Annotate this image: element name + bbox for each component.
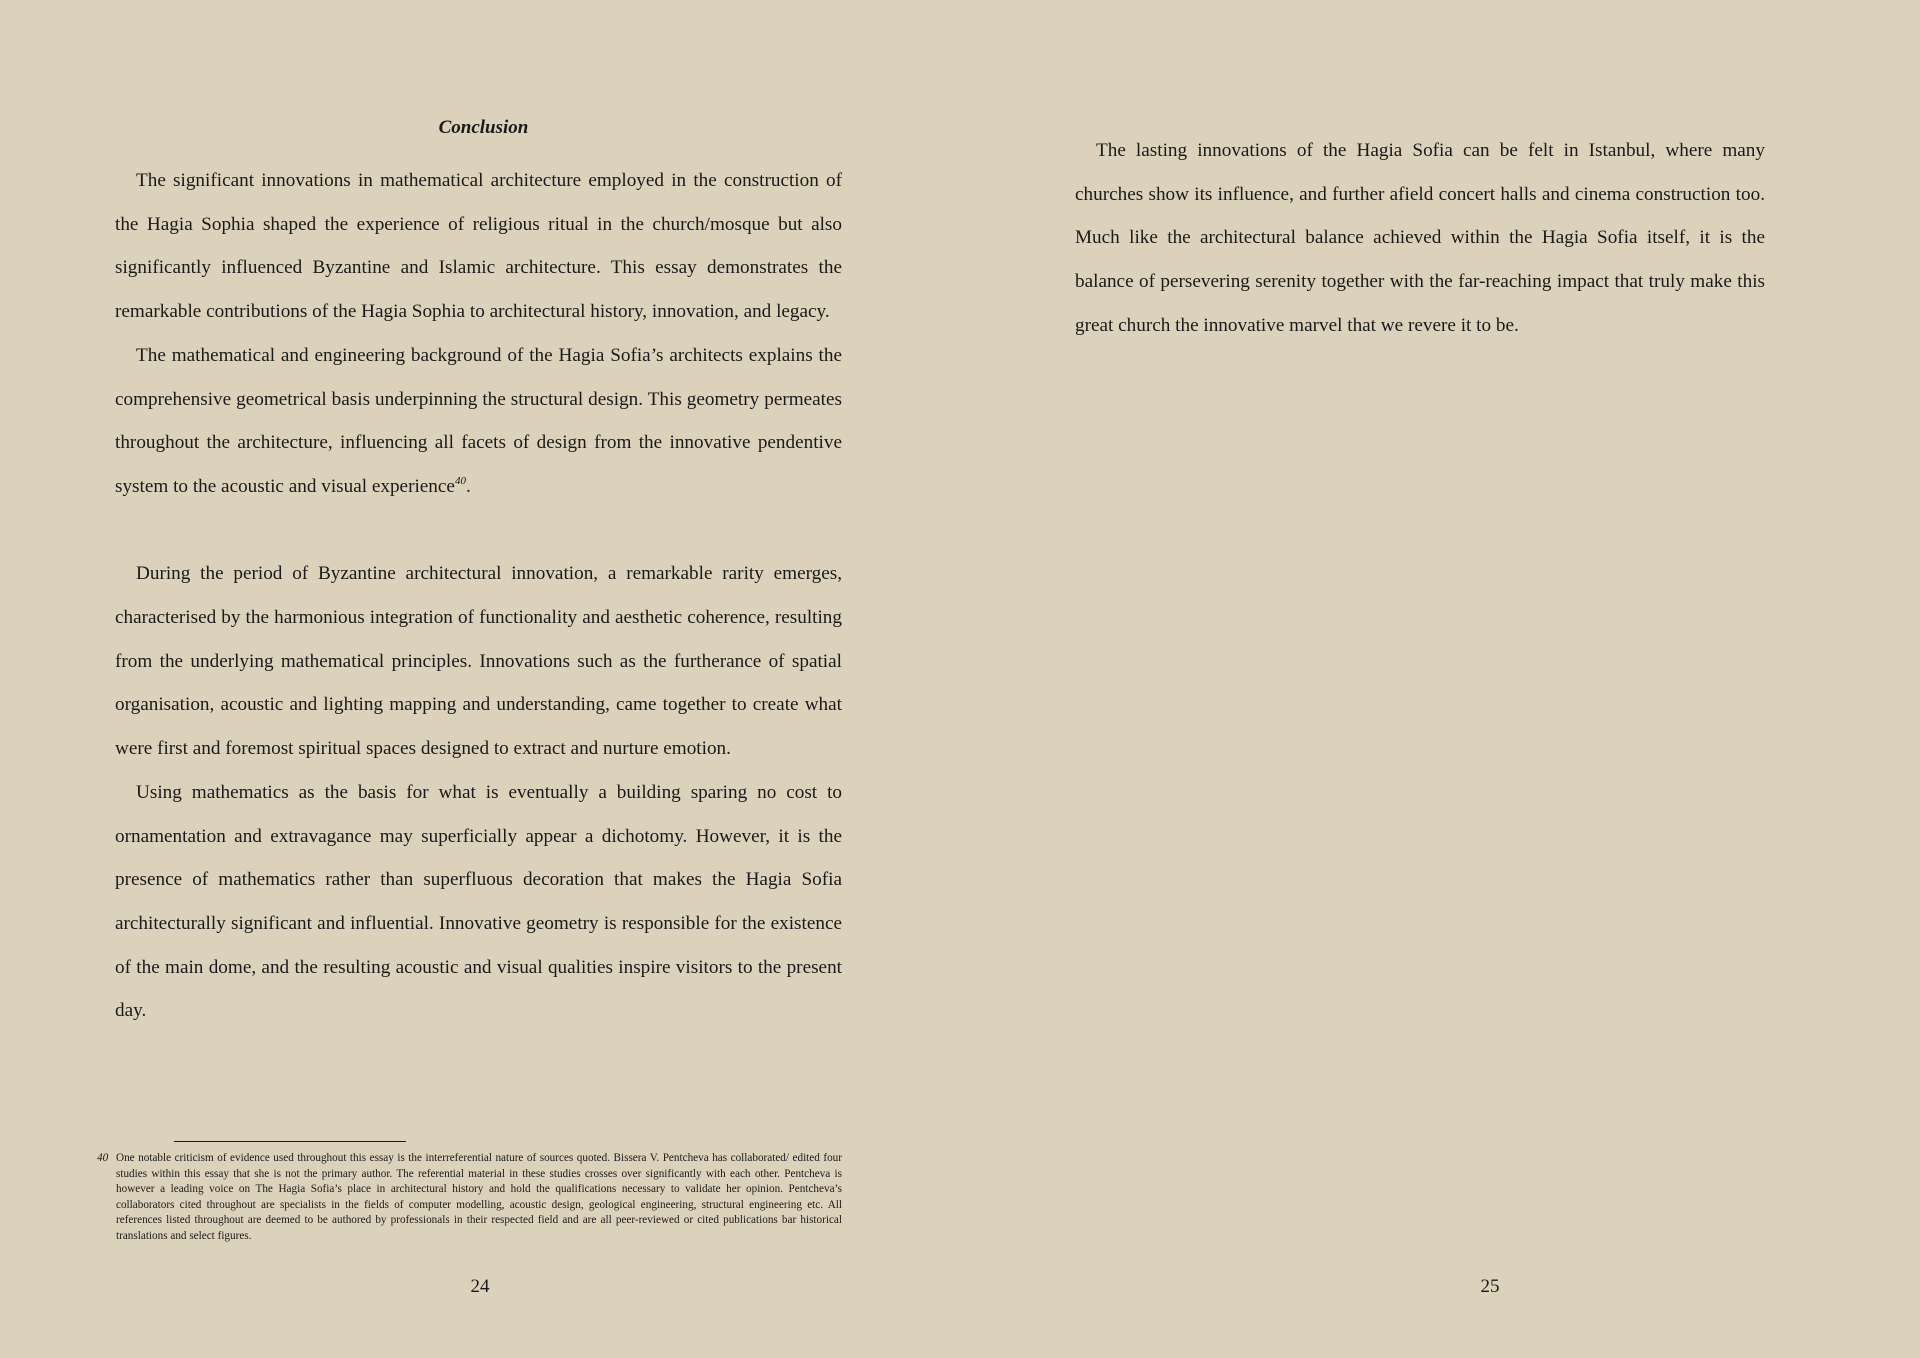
right-paragraph-1: The lasting innovations of the Hagia Sofia can be felt in Istanbul, where many churches show its influence, and further afield concert halls and cinema construction too. Much like the architectural balance achieved within the Hagia Sofia itself, it is the balance of persevering serenity together with the far-reaching impact that truly make this great church the innovative marvel that we revere it to be. (1075, 140, 1765, 336)
page-number-right: 25 (1480, 1276, 1500, 1297)
paragraph-1: The significant innovations in mathematical architecture employed in the construction of the Hagia Sophia shaped the experience of religious ritual in the church/mosque but also significantly influenced Byzantine and Islamic architecture. This essay demonstrates the remarkable contributions of the Hagia Sophia to architectural history, innovation, and legacy. (115, 170, 842, 323)
footnote (97, 1151, 842, 1245)
paragraph-3: During the period of Byzantine architectural innovation, a remarkable rarity emerges, characterised by the harmonious integration of functionality and aesthetic coherence, resulting from the underlying mathematical principles. Innovations such as the furtherance of spatial organisation, acoustic and lighting mapping and understanding, came together to create what were first and foremost spiritual spaces designed to extract and nurture emotion. (115, 563, 842, 760)
left-body-text (115, 159, 842, 1033)
footnote-divider (174, 1141, 406, 1142)
footnote-text: One notable criticism of evidence used throughout this essay is the interreferential nature of sources quoted. Bissera V. Pentcheva has collaborated/ edited four studies within this essay that she is not the primary author. The referential material in these studies crosses over significantly with each other. Pentcheva is however a leading voice on The Hagia Sofia’s place in architectural history and hold the qualifications necessary to validate her opinion. Pentcheva’s collaborators cited throughout are specialists in the fields of computer modelling, acoustic design, geological engineering, structural engineering etc. All references listed throughout are deemed to be authored by professionals in their respected field and are all peer-reviewed or cited publications bar historical translations and select figures. (116, 1152, 842, 1242)
paragraph-2-text: The mathematical and engineering background of the Hagia Sofia’s architects explains the comprehensive geometrical basis underpinning the structural design. This geometry permeates throughout the architecture, influencing all facets of design from the innovative pendentive system to the acoustic and visual experience (115, 344, 842, 497)
right-body-text (1075, 129, 1765, 348)
section-heading: Conclusion (438, 117, 529, 138)
page-number-left: 24 (470, 1276, 490, 1297)
footnote-number: 40 (97, 1152, 109, 1164)
paragraph-4: Using mathematics as the basis for what is eventually a building sparing no cost to ornamentation and extravagance may superficially appear a dichotomy. However, it is the presence of mathematics rather than superfluous decoration that makes the Hagia Sofia architecturally significant and influential. Innovative geometry is responsible for the existence of the main dome, and the resulting acoustic and visual qualities inspire visitors to the present day. (115, 781, 842, 1022)
footnote-reference[interactable]: 40 (454, 474, 466, 487)
right-page (960, 0, 1920, 1358)
paragraph-2: The mathematical and engineering background of the Hagia Sofia’s architects explains the comprehensive geometrical basis underpinning the structural design. This geometry permeates throughout the architecture, influencing all facets of design from the innovative pendentive system to the acoustic and visual experience$^{40}$. (115, 344, 842, 497)
